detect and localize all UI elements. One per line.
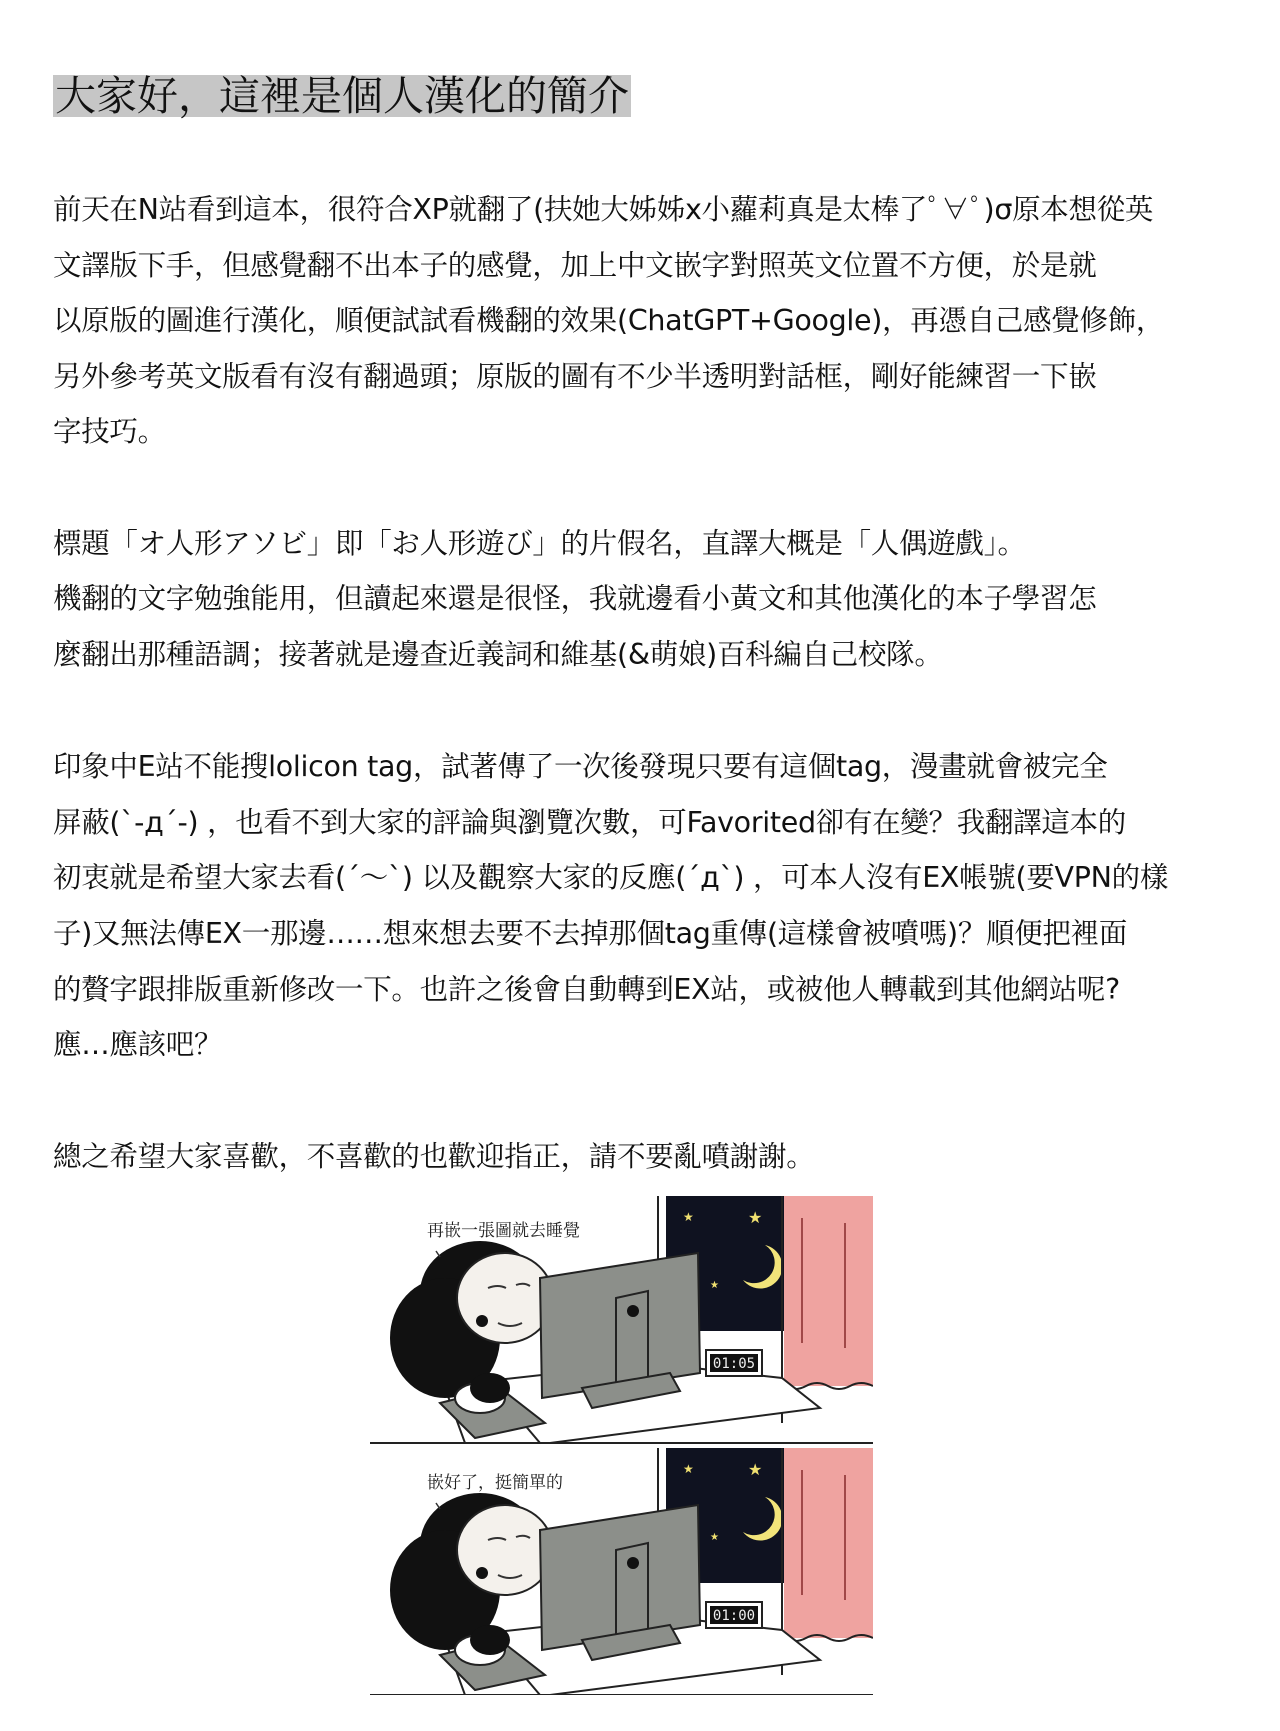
comic-svg (370, 1193, 873, 1695)
text-line: 子)又無法傳EX一那邊……想來想去要不去掉那個tag重傳(這樣會被噴嗎)？順便把裡面 (53, 917, 1128, 950)
text-line: 標題「オ人形アソビ」即「お人形遊び」的片假名，直譯大概是「人偶遊戲」。 (53, 527, 1026, 560)
text-line: 應…應該吧？ (53, 1028, 223, 1061)
text-line: 機翻的文字勉強能用，但讀起來還是很怪，我就邊看小黃文和其他漢化的本子學習怎 (53, 582, 1097, 615)
text-line: 麼翻出那種語調；接著就是邊查近義詞和維基(&萌娘)百科編自己校隊。 (53, 638, 943, 671)
text-line: 總之希望大家喜歡，不喜歡的也歡迎指正，請不要亂噴謝謝。 (53, 1140, 815, 1173)
meme-comic-image (370, 1193, 873, 1695)
panel-1-clock: 01:05 (712, 1356, 756, 1372)
text-line: 的贅字跟排版重新修改一下。也許之後會自動轉到EX站，或被他人轉載到其他網站呢? (53, 973, 1120, 1006)
text-line: 字技巧。 (53, 415, 166, 448)
text-line: 以原版的圖進行漢化，順便試試看機翻的效果(ChatGPT+Google)，再憑自己感覺修飾， (53, 304, 1165, 337)
text-line: 另外參考英文版看有沒有翻過頭；原版的圖有不少半透明對話框，剛好能練習一下嵌 (53, 360, 1097, 393)
panel-2-caption: 嵌好了，挺簡單的 (427, 1473, 563, 1493)
page-title: 大家好，這裡是個人漢化的簡介 (55, 72, 629, 120)
text-line: 印象中E站不能搜lolicon tag，試著傳了一次後發現只要有這個tag，漫畫就會被完全 (53, 750, 1108, 783)
text-line: 屏蔽(`-д´-) ，也看不到大家的評論與瀏覽次數，可Favorited卻有在變？我翻譯這本的 (53, 806, 1126, 839)
text-line: 前天在N站看到這本，很符合XP就翻了(扶她大姊姊x小蘿莉真是太棒了ﾟ∀ﾟ)σ原本想從英 (53, 193, 1154, 226)
panel-2-clock: 01:00 (712, 1608, 756, 1624)
panel-1-caption: 再嵌一張圖就去睡覺 (427, 1221, 580, 1241)
text-line: 初衷就是希望大家去看(´～`) 以及觀察大家的反應(´д`) ，可本人沒有EX帳號(要VPN的樣 (53, 861, 1169, 894)
text-line: 文譯版下手，但感覺翻不出本子的感覺，加上中文嵌字對照英文位置不方便，於是就 (53, 249, 1097, 282)
